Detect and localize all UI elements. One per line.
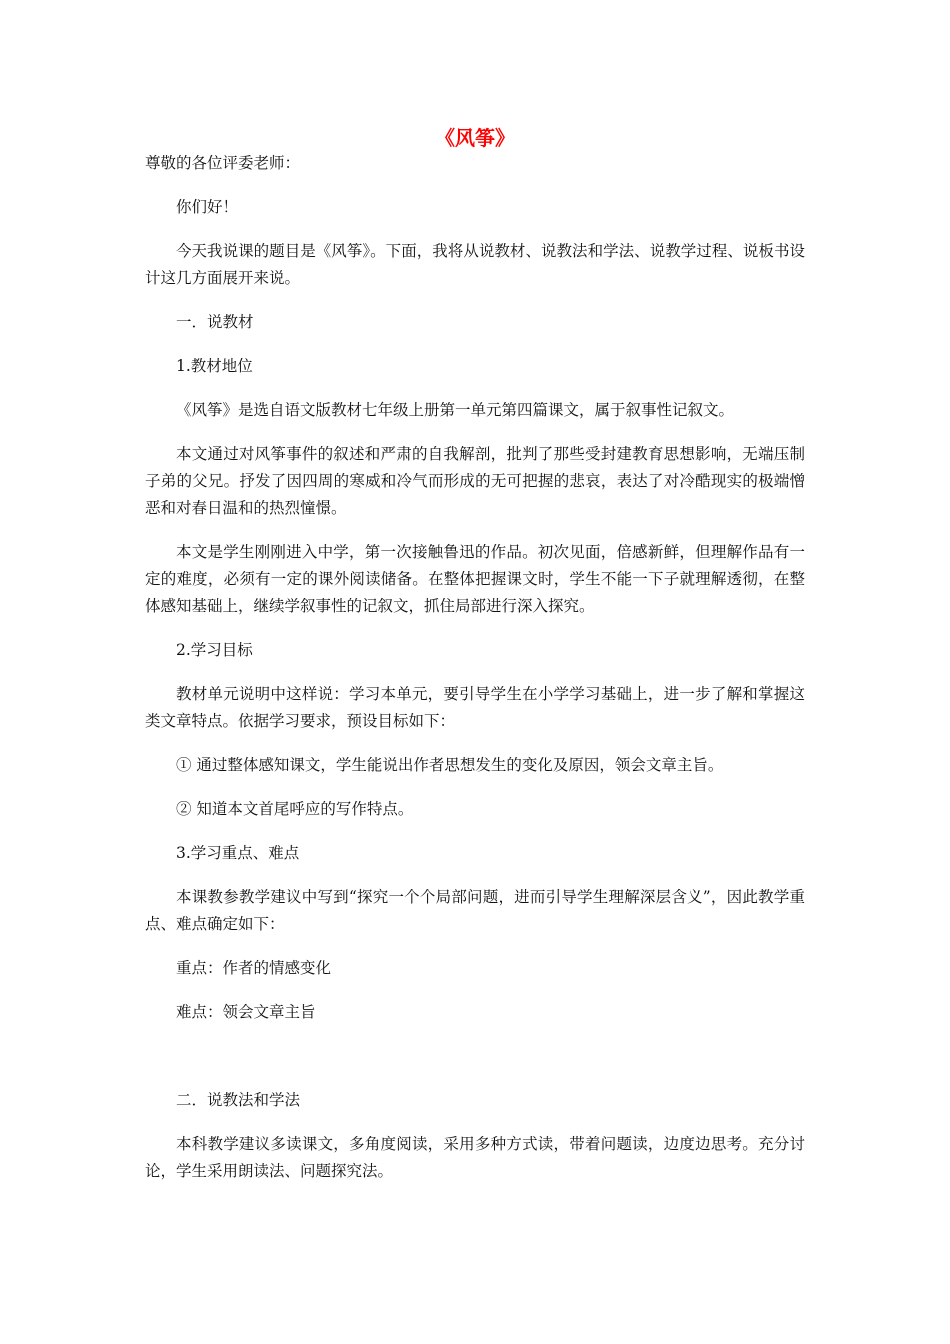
- document-title: 《风筝》: [435, 126, 515, 150]
- paragraph-methods: 本科教学建议多读课文，多角度阅读，采用多种方式读，带着问题读，边度边思考。充分讨论，学生采用朗读法、问题探究法。: [145, 1135, 805, 1180]
- paragraph-source: 《风筝》是选自语文版教材七年级上册第一单元第四篇课文，属于叙事性记叙文。: [176, 401, 735, 419]
- section-heading-methods: 二．说教法和学法: [176, 1091, 301, 1109]
- paragraph-teaching-advice: 本课教参教学建议中写到“探究一个个局部问题，进而引导学生理解深层含义”，因此教学重点、难点确定如下：: [145, 888, 805, 933]
- document-body: [145, 150, 805, 1202]
- subheading-key-points: 3.学习重点、难点: [176, 844, 300, 862]
- salutation: 尊敬的各位评委老师：: [145, 154, 301, 172]
- goal-item-2: ② 知道本文首尾呼应的写作特点。: [176, 800, 414, 818]
- paragraph-theme: 本文通过对风筝事件的叙述和严肃的自我解剖，批判了那些受封建教育思想影响，无端压制子弟的父兄。抒发了因四周的寒威和冷气而形成的无可把握的悲哀，表达了对冷酷现实的极端憎恶和对春日温和的热烈憧憬。: [145, 445, 805, 517]
- difficult-point: 难点：领会文章主旨: [176, 1003, 316, 1021]
- paragraph-students: 本文是学生刚刚进入中学，第一次接触鲁迅的作品。初次见面，倍感新鲜，但理解作品有一定的难度，必须有一定的课外阅读储备。在整体把握课文时，学生不能一下子就理解透彻，在整体感知基础上，继续学叙事性的记叙文，抓住局部进行深入探究。: [145, 543, 805, 615]
- subheading-textbook-position: 1.教材地位: [176, 357, 253, 375]
- paragraph-unit-description: 教材单元说明中这样说：学习本单元，要引导学生在小学学习基础上，进一步了解和掌握这类文章特点。依据学习要求，预设目标如下：: [145, 685, 805, 730]
- section-heading-textbook: 一．说教材: [176, 313, 254, 331]
- section-spacer: [145, 1043, 805, 1087]
- paragraph-intro: 今天我说课的题目是《风筝》。下面，我将从说教材、说教法和学法、说教学过程、说板书设计这几方面展开来说。: [145, 242, 805, 287]
- subheading-learning-goals: 2.学习目标: [176, 641, 253, 659]
- paragraph-greeting: 你们好！: [176, 198, 239, 216]
- key-point: 重点：作者的情感变化: [176, 959, 332, 977]
- goal-item-1: ① 通过整体感知课文，学生能说出作者思想发生的变化及原因，领会文章主旨。: [176, 756, 724, 774]
